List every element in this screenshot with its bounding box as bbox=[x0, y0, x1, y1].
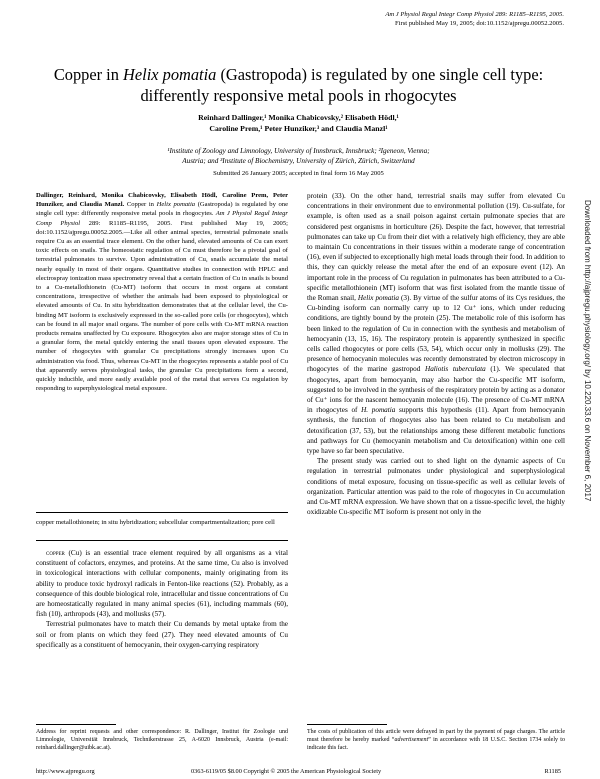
journal-url[interactable]: http://www.ajpregu.org bbox=[36, 768, 95, 775]
download-notice: Downloaded from http://ajpregu.physiology.org/ by 10.220.33.6 on November 6, 2017 bbox=[583, 200, 592, 502]
affiliations-line-2: Austria; and ³Institute of Biochemistry, University of Zürich, Zürich, Switzerland bbox=[182, 157, 415, 165]
abstract-s1: Copper in bbox=[124, 201, 157, 209]
journal-citation: Am J Physiol Regul Integr Comp Physiol 289: R1185–R1195, 2005. bbox=[385, 11, 564, 18]
right-paragraph-2: The present study was carried out to shed light on the dynamic aspects of Cu regulation in terrestrial pulmonates under physiological and superphysiological conditions of metal exposure, focusing on tissue-specific as well as cellular levels of organization. Particular attention was paid to the role of rhogocytes in Cu accumulation and Cu-MT mRNA expression. We have shown that on a tissue-specific level, the highly oxidizable Cu-specific MT isoform is present not only in the bbox=[307, 457, 565, 517]
keywords-text: copper metallothionein; in situ hybridization; subcellular compartmentalization; pore cell bbox=[36, 519, 275, 526]
title-species: Helix pomatia bbox=[123, 65, 217, 84]
author-list bbox=[36, 113, 561, 134]
right-p1a: protein (33). On the other hand, terrestrial snails may suffer from elevated Cu concentrations in their environment due to environmental pollution (19). Cu-sulfate, for example, is often used as a snail poison against certain pulmonate species that are considered pest organisms in horticulture (26). Despite the fact, however, that terrestrial pulmonates can take up Cu from their diet with a relatively high efficiency, they are able to maintain Cu concentrations in their tissues within a moderate range of concentration (16), even if subjected to exceptionally high metal loads through their food. In addition to this, they can quickly release the metal after the end of an exposure event (12). An important role in the process of Cu regulation in pulmonates has been attributed to a Cu-specific metallothionein (MT) isoform that was first isolated from the mantle tissue of the Roman snail, bbox=[307, 192, 565, 303]
right-p1b: (3). By virtue of the sulfur atoms of its Cys residues, the Cu-binding isoform can normally carry up to 12 Cu⁺ ions, which under reducing conditions, are tightly bound by the protein (25). The metabolic role of this isoform has been linked to the regulation of Cu in connection with the synthesis and metabolism of hemocyanin (13, 15, 16). The respiratory protein is apparently synthesized in specific cells called rhogocytes or pore cells (53, 54), which occur only in mollusks (29). The presence of hemocyanin molecules was recently demonstrated by electron microscopy in rhogocytes of the marine gastropod bbox=[307, 294, 566, 374]
authors-line-1: Reinhard Dallinger,¹ Monika Chabicovsky,² Elisabeth Hödl,¹ bbox=[198, 113, 399, 122]
intro-lead-word: copper bbox=[46, 549, 65, 557]
right-species-2: Haliotis tuberculata bbox=[425, 365, 486, 374]
abstract-species: Helix pomatia bbox=[156, 201, 196, 209]
running-header bbox=[385, 10, 564, 28]
copyright-line: 0363-6119/05 $8.00 Copyright © 2005 the American Physiological Society bbox=[191, 768, 382, 775]
page-charges-b: ” in accordance with 18 U.S.C. Section 1734 solely to indicate this fact. bbox=[307, 737, 565, 752]
page-charges-a: The costs of publication of this article were defrayed in part by the payment of page charges. The article must therefore be hereby marked “ bbox=[307, 729, 565, 744]
page-number: R1185 bbox=[544, 768, 561, 775]
keywords-rule-top bbox=[36, 512, 288, 513]
title-post: (Gastropoda) is regulated by one single cell type: differently responsive metal pools in rhogocytes bbox=[140, 65, 544, 105]
abstract-citation: Am J Physiol Regul Integr Comp Physiol bbox=[36, 210, 288, 227]
right-species-1: Helix pomatia bbox=[357, 294, 400, 303]
abstract bbox=[36, 191, 288, 393]
right-species-3: H. pomatia bbox=[361, 406, 396, 415]
article-title bbox=[36, 64, 561, 106]
abstract-lead: Dallinger, Reinhard, Monika Chabicovsky, Elisabeth Hödl, Caroline Prem, Peter Hunziker, and Claudia Manzl. bbox=[36, 192, 288, 209]
page-charges-footnote bbox=[307, 728, 565, 753]
right-p1c: (1). We speculated that rhogocytes, apart from hemocyanin, may also harbor the Cu-specific MT isoform, suggested to be involved in the synthesis of the respiratory protein by acting as a donator of Cu⁺ ions for the nascent hemocyanin molecule (16). The presence of Cu-MT mRNA in rhogocytes of bbox=[307, 365, 565, 415]
introduction bbox=[36, 548, 288, 650]
abstract-s2: (Gastropoda) is regulated by one single cell type: differently responsive metal pools in rhogocytes. bbox=[36, 201, 288, 218]
affiliations bbox=[36, 146, 561, 166]
submission-dates: Submitted 26 January 2005; accepted in final form 16 May 2005 bbox=[213, 170, 384, 177]
footnote-rule-left bbox=[36, 724, 116, 725]
right-column bbox=[307, 191, 565, 518]
correspondence-footnote: Address for reprint requests and other correspondence: R. Dallinger, Institut für Zoologie und Limnologie, Universität Innsbruck, Technikerstrasse 25, A-6020 Innsbruck, Austria (e-mail: reinhard.dallinger@uibk.ac.at). bbox=[36, 729, 288, 752]
affiliations-line-1: ¹Institute of Zoology and Limnology, University of Innsbruck, Innsbruck; ²Igeneon, Vienna; bbox=[167, 147, 430, 155]
intro-paragraph-1: (Cu) is an essential trace element required by all organisms as a vital constituent of cofactors, enzymes, and proteins. At the same time, Cu also is involved in toxicological interactions with cellular components, mainly originating from its ability to produce toxic hydroxyl radicals in Fenton-like reactions (52). Probably, as a consequence of this double biological role, intracellular and tissue concentrations of Cu are homeostatically regulated in many animal species (61), including mammals (60), fish (10), arthropods (43), and mollusks (57). bbox=[36, 549, 288, 619]
intro-paragraph-2: Terrestrial pulmonates have to match their Cu demands by metal uptake from the soil or from plants on which they feed (27). They need elevated amounts of Cu specifically as a constituent of hemocyanin, their oxygen-carrying respiratory bbox=[36, 620, 288, 649]
authors-line-2: Caroline Prem,¹ Peter Hunziker,³ and Claudia Manzl¹ bbox=[209, 123, 388, 133]
footnote-rule-right bbox=[307, 724, 387, 725]
keywords bbox=[36, 518, 288, 527]
first-published-line: First published May 19, 2005; doi:10.1152/ajpregu.00052.2005. bbox=[395, 20, 564, 27]
abstract-body: 289: R1185–R1195, 2005. First published May 19, 2005; doi:10.1152/ajpregu.00052.2005.—Like all other animal species, terrestrial pulmonate snails require Cu as an essential trace element. On the other hand, elevated amounts of Cu can exert toxic effects on snails. The homeostatic regulation of Cu must therefore be a pivotal goal of terrestrial pulmonates to survive. Upon administration of Cu, snails accumulate the metal nearly equally in most of their organs. Quantitative studies in connection with HPLC and electrospray ionization mass spectrometry reveal that a certain fraction of Cu in snails is bound to a Cu-metallothionein (Cu-MT) isoform that occurs in most organs at constant concentrations, irrespective of whether the animals had been exposed to physiological or elevated amounts of Cu. In situ hybridization demonstrates that at the cellular level, the Cu-binding MT isoform is exclusively expressed in the so-called pore cells (or rhogocytes), which can be found in all major snail organs. The number of pore cells with Cu-MT mRNA reaction products remains unaffected by Cu exposure. Rhogocytes also are major storage sites of Cu in a granular form, the metal quickly entering the snail tissues upon elevated exposure. The number of rhogocytes with granular Cu precipitations strongly increases upon Cu administration via food. Thus, whereas Cu-MT in the rhogocytes represents a stable pool of Cu that apparently serves physiological tasks, the granular Cu precipitations form a second, quickly inducible, and more easily available pool of the metal that serves Cu regulation by responding to superphysiological metal exposure. bbox=[36, 219, 288, 393]
advertisement-word: advertisement bbox=[394, 737, 429, 744]
keywords-rule-bottom bbox=[36, 540, 288, 541]
download-sidebar bbox=[580, 200, 594, 700]
right-p1d: supports this hypothesis (11). Apart from hemocyanin synthesis, the function of rhogocytes also has been related to Cu metabolism and detoxification (37, 53), but the relationships among these different metabolic functions and pathways for Cu (hemocyanin metabolism and Cu detoxification) within one cell type have so far been speculative. bbox=[307, 406, 566, 456]
title-pre: Copper in bbox=[53, 65, 124, 84]
